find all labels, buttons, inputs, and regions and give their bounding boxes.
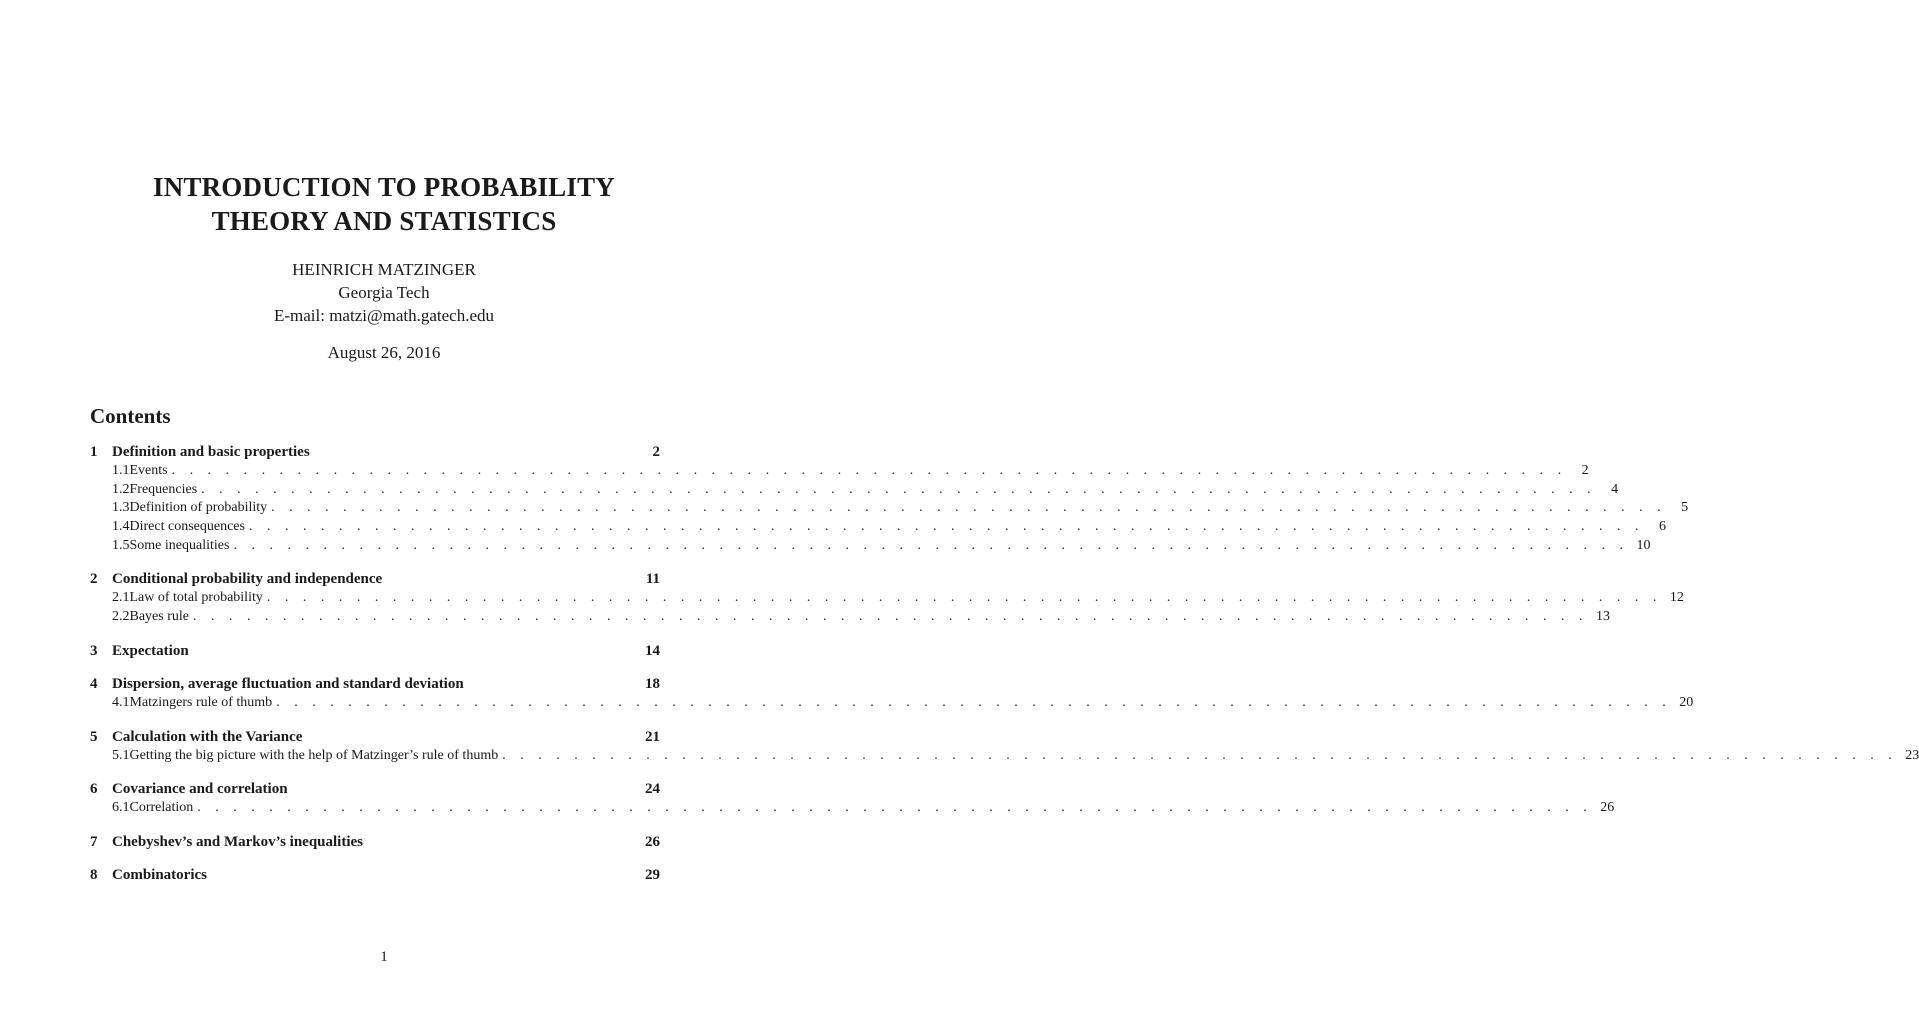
toc-entry-title: Combinatorics — [112, 867, 207, 883]
toc-entry-page: 11 — [645, 571, 660, 587]
toc-entry-page: 21 — [645, 729, 660, 745]
toc-dot-leader: . . . . . . . . . . . . . . . . . . . . . . . . . . . . . . . . . . . . . . . . . . . . . . . . . . . . . . . . . . . . . . . . . . . . . . . . . . . . . . — [502, 748, 1898, 763]
title-line-2: THEORY AND STATISTICS — [211, 206, 557, 236]
title-line-1: INTRODUCTION TO PROBABILITY — [152, 172, 615, 202]
toc-entry-page: 26 — [1600, 800, 1615, 815]
toc-entry-title: Direct consequences — [129, 519, 245, 534]
toc-entry-title: Chebyshev’s and Markov’s inequalities — [112, 834, 364, 850]
toc-entry-title: Expectation — [112, 643, 189, 659]
toc-subsection-entry[interactable] — [90, 519, 1666, 538]
toc-entry-page: 24 — [645, 781, 660, 797]
author-name: HEINRICH MATZINGER — [292, 260, 476, 279]
toc-entry-title: Getting the big picture with the help of Matzinger’s rule of thumb — [129, 748, 499, 763]
toc-entry-page: 10 — [1636, 538, 1651, 553]
toc-section-entry[interactable] — [90, 834, 660, 853]
toc-entry-title: Conditional probability and independence — [112, 571, 383, 587]
toc-entry-page: 29 — [645, 867, 660, 883]
toc-entry-number: 1.5 — [112, 538, 130, 553]
toc-entry-title: Definition of probability — [129, 500, 268, 515]
toc-entry-page: 18 — [645, 676, 660, 692]
toc-entry-title: Calculation with the Variance — [112, 729, 303, 745]
toc-entry-page: 4 — [1611, 482, 1619, 497]
toc-dot-leader: . . . . . . . . . . . . . . . . . . . . . . . . . . . . . . . . . . . . . . . . . . . . . . . . . . . . . . . . . . . . . . . . . . . . . . . . . . . . . . — [192, 609, 1588, 624]
toc-entry-number: 2.1 — [112, 590, 130, 605]
toc-subsection-entry[interactable] — [90, 695, 1694, 714]
toc-entry-number: 5.1 — [112, 748, 130, 763]
toc-subsection-entry[interactable] — [90, 800, 1615, 819]
toc-entry-title: Definition and basic properties — [112, 444, 310, 460]
toc-entry-title: Covariance and correlation — [112, 781, 288, 797]
toc-dot-leader: . . . . . . . . . . . . . . . . . . . . . . . . . . . . . . . . . . . . . . . . . . . . . . . . . . . . . . . . . . . . . . . . . . . . . . . . . . . . . . — [197, 800, 1593, 815]
toc-entry-page: 6 — [1658, 519, 1666, 534]
document-date: August 26, 2016 — [327, 343, 441, 362]
document-title — [0, 170, 768, 238]
toc-section-entry[interactable] — [90, 781, 660, 800]
toc-entry-number: 1 — [90, 444, 98, 460]
toc-entry-title: Dispersion, average fluctuation and standard deviation — [112, 676, 464, 692]
toc-subsection-entry[interactable] — [90, 500, 1689, 519]
toc-entry-number: 1.2 — [112, 482, 130, 497]
toc-entry-title: Law of total probability — [129, 590, 263, 605]
author-email: E-mail: matzi@math.gatech.edu — [273, 306, 495, 325]
toc-dot-leader: . . . . . . . . . . . . . . . . . . . . . . . . . . . . . . . . . . . . . . . . . . . . . . . . . . . . . . . . . . . . . . . . . . . . . . . . . . . . . . — [233, 538, 1629, 553]
toc-dot-leader: . . . . . . . . . . . . . . . . . . . . . . . . . . . . . . . . . . . . . . . . . . . . . . . . . . . . . . . . . . . . . . . . . . . . . . . . . . . . . . — [266, 590, 1662, 605]
toc-subsection-entry[interactable] — [90, 609, 1610, 628]
toc-section-entry[interactable] — [90, 444, 660, 463]
toc-entry-title: Some inequalities — [129, 538, 230, 553]
toc-entry-number: 1.1 — [112, 463, 130, 478]
toc-entry-title: Events — [129, 463, 168, 478]
toc-entry-page: 5 — [1681, 500, 1689, 515]
toc-subsection-entry[interactable] — [90, 748, 1919, 767]
toc-section-entry[interactable] — [90, 729, 660, 748]
toc-dot-leader: . . . . . . . . . . . . . . . . . . . . . . . . . . . . . . . . . . . . . . . . . . . . . . . . . . . . . . . . . . . . . . . . . . . . . . . . . . . . . . — [276, 695, 1672, 710]
toc-section-entry[interactable] — [90, 571, 660, 590]
toc-entry-title: Bayes rule — [129, 609, 189, 624]
toc-entry-number: 4 — [90, 676, 98, 692]
toc-entry-page: 12 — [1669, 590, 1684, 605]
toc-entry-page: 26 — [645, 834, 660, 850]
toc-entry-title: Correlation — [129, 800, 194, 815]
toc-subsection-entry[interactable] — [90, 538, 1651, 557]
toc-dot-leader: . . . . . . . . . . . . . . . . . . . . . . . . . . . . . . . . . . . . . . . . . . . . . . . . . . . . . . . . . . . . . . . . . . . . . . . . . . . . . . — [201, 482, 1597, 497]
toc-subsection-entry[interactable] — [90, 590, 1684, 609]
toc-entry-title: Matzingers rule of thumb — [129, 695, 273, 710]
toc-entry-page: 2 — [652, 444, 660, 460]
toc-entry-number: 2.2 — [112, 609, 130, 624]
toc-entry-number: 1.4 — [112, 519, 130, 534]
author-affiliation: Georgia Tech — [338, 283, 430, 302]
toc-entry-number: 5 — [90, 729, 98, 745]
toc-entry-number: 7 — [90, 834, 98, 850]
toc-entry-page: 23 — [1905, 748, 1919, 763]
toc-entry-number: 4.1 — [112, 695, 130, 710]
toc-entry-page: 14 — [645, 643, 660, 659]
toc-entry-number: 6 — [90, 781, 98, 797]
contents-heading: Contents — [90, 404, 171, 428]
toc-subsection-entry[interactable] — [90, 482, 1619, 501]
toc-entry-page: 20 — [1679, 695, 1694, 710]
toc-entry-number: 2 — [90, 571, 98, 587]
toc-entry-page: 13 — [1595, 609, 1610, 624]
toc-entry-number: 1.3 — [112, 500, 130, 515]
toc-dot-leader: . . . . . . . . . . . . . . . . . . . . . . . . . . . . . . . . . . . . . . . . . . . . . . . . . . . . . . . . . . . . . . . . . . . . . . . . . . . . . . — [171, 463, 1567, 478]
toc-section-entry[interactable] — [90, 643, 660, 662]
toc-dot-leader: . . . . . . . . . . . . . . . . . . . . . . . . . . . . . . . . . . . . . . . . . . . . . . . . . . . . . . . . . . . . . . . . . . . . . . . . . . . . . . — [271, 500, 1667, 515]
toc-subsection-entry[interactable] — [90, 463, 1589, 482]
toc-section-entry[interactable] — [90, 867, 660, 886]
toc-section-entry[interactable] — [90, 676, 660, 695]
toc-entry-title: Frequencies — [129, 482, 198, 497]
toc-dot-leader: . . . . . . . . . . . . . . . . . . . . . . . . . . . . . . . . . . . . . . . . . . . . . . . . . . . . . . . . . . . . . . . . . . . . . . . . . . . . . . — [248, 519, 1644, 534]
toc-entry-number: 6.1 — [112, 800, 130, 815]
page-number: 1 — [380, 949, 388, 965]
toc-entry-number: 8 — [90, 867, 98, 883]
toc-entry-page: 2 — [1581, 463, 1589, 478]
toc-entry-number: 3 — [90, 643, 98, 659]
